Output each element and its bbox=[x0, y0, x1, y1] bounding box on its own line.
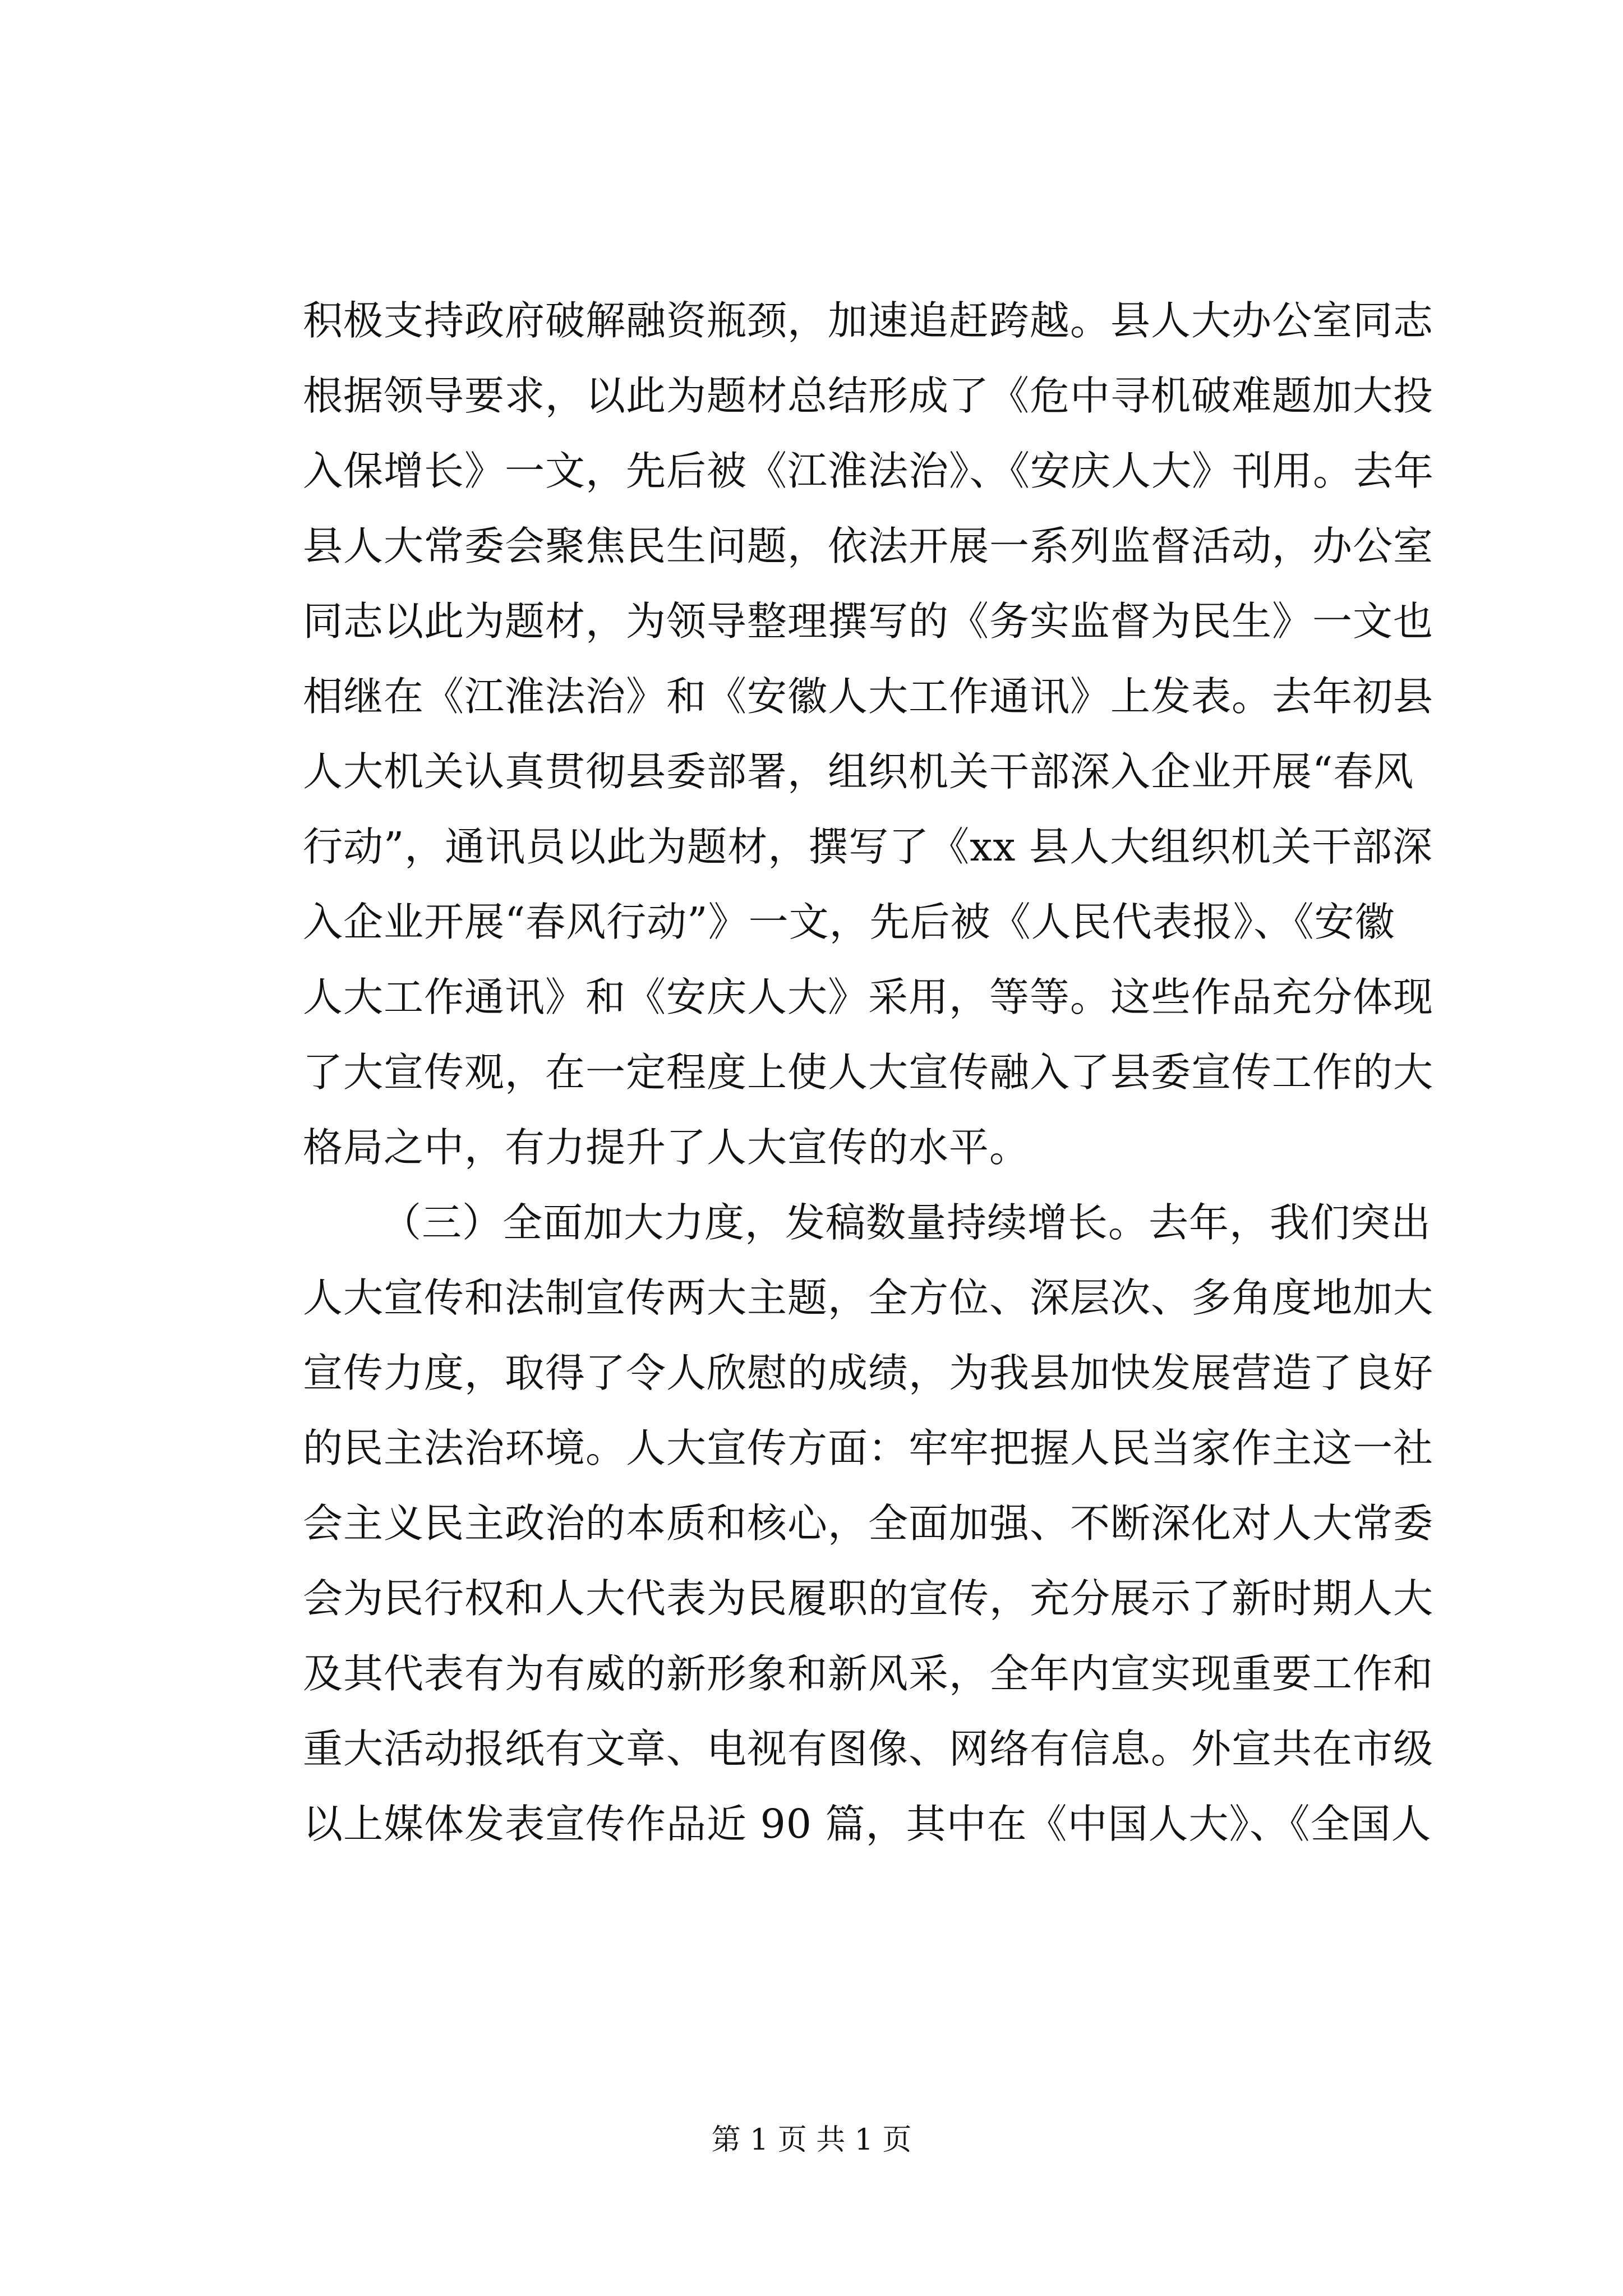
text-line: 格局之中，有力提升了人大宣传的水平。 bbox=[303, 1124, 1030, 1171]
body-text bbox=[303, 283, 1435, 1862]
text-line: 入企业开展“春风行动”》一文，先后被《人民代表报》、《安徽 bbox=[303, 899, 1395, 945]
text-line: 以上媒体发表宣传作品近 90 篇，其中在《中国人大》、《全国人 bbox=[303, 1801, 1432, 1847]
text-line: 县人大常委会聚焦民生问题，依法开展一系列监督活动，办公室 bbox=[303, 523, 1434, 569]
page-footer bbox=[0, 2120, 1623, 2160]
text-line: 相继在《江淮法治》和《安徽人大工作通讯》上发表。去年初县 bbox=[303, 673, 1434, 720]
text-line: 会为民行权和人大代表为民履职的宣传，充分展示了新时期人大 bbox=[303, 1575, 1434, 1622]
text-line: 行动”，通讯员以此为题材，撰写了《xx 县人大组织机关干部深 bbox=[303, 823, 1433, 870]
text-line: 的民主法治环境。人大宣传方面：牢牢把握人民当家作主这一社 bbox=[303, 1425, 1434, 1471]
section-heading-line: （三）全面加大力度，发稿数量持续增长。去年，我们突出 bbox=[381, 1199, 1432, 1246]
text-line: 及其代表有为有威的新形象和新风采，全年内宣实现重要工作和 bbox=[303, 1650, 1434, 1697]
text-line: 积极支持政府破解融资瓶颈，加速追赶跨越。县人大办公室同志 bbox=[303, 297, 1434, 344]
text-line: 人大宣传和法制宣传两大主题，全方位、深层次、多角度地加大 bbox=[303, 1274, 1434, 1321]
page-number-label: 第 1 页 共 1 页 bbox=[711, 2123, 912, 2157]
text-line: 了大宣传观，在一定程度上使人大宣传融入了县委宣传工作的大 bbox=[303, 1049, 1434, 1096]
text-line: 同志以此为题材，为领导整理撰写的《务实监督为民生》一文也 bbox=[303, 598, 1434, 645]
text-line: 重大活动报纸有文章、电视有图像、网络有信息。外宣共在市级 bbox=[303, 1726, 1434, 1772]
text-line: 入保增长》一文，先后被《江淮法治》、《安庆人大》刊用。去年 bbox=[303, 448, 1435, 494]
text-line: 人大机关认真贯彻县委部署，组织机关干部深入企业开展“春风 bbox=[303, 748, 1414, 795]
text-line: 会主义民主政治的本质和核心，全面加强、不断深化对人大常委 bbox=[303, 1500, 1434, 1547]
text-line: 根据领导要求，以此为题材总结形成了《危中寻机破难题加大投 bbox=[303, 372, 1434, 419]
text-line: 宣传力度，取得了令人欣慰的成绩，为我县加快发展营造了良好 bbox=[303, 1350, 1434, 1396]
text-line: 人大工作通讯》和《安庆人大》采用，等等。这些作品充分体现 bbox=[303, 974, 1434, 1020]
